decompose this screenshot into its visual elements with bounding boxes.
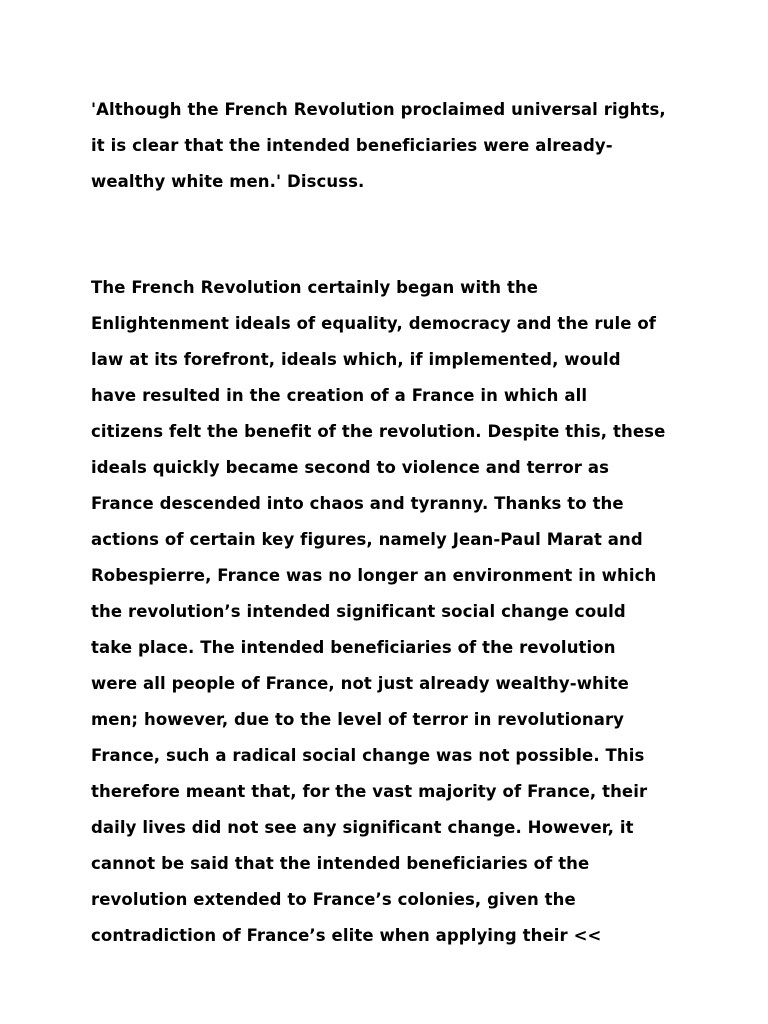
paragraph-line: citizens felt the benefit of the revolution. Despite this, these bbox=[91, 422, 666, 441]
document-text bbox=[91, 92, 711, 954]
paragraph-line: have resulted in the creation of a France in which all bbox=[91, 386, 588, 405]
question-line: it is clear that the intended beneficiaries were already- bbox=[91, 136, 613, 155]
essay-paragraph bbox=[91, 270, 711, 954]
paragraph-line: therefore meant that, for the vast majority of France, their bbox=[91, 782, 648, 801]
paragraph-line: ideals quickly became second to violence and terror as bbox=[91, 458, 609, 477]
paragraph-line: contradiction of France’s elite when applying their << bbox=[91, 926, 602, 945]
question-line: 'Although the French Revolution proclaimed universal rights, bbox=[91, 100, 666, 119]
paragraph-line: France, such a radical social change was not possible. This bbox=[91, 746, 645, 765]
question-line: wealthy white men.' Discuss. bbox=[91, 172, 365, 191]
paragraph-line: daily lives did not see any significant change. However, it bbox=[91, 818, 634, 837]
paragraph-gap bbox=[91, 200, 711, 270]
paragraph-line: men; however, due to the level of terror in revolutionary bbox=[91, 710, 625, 729]
essay-question bbox=[91, 92, 711, 200]
paragraph-line: France descended into chaos and tyranny. Thanks to the bbox=[91, 494, 624, 513]
paragraph-line: law at its forefront, ideals which, if implemented, would bbox=[91, 350, 621, 369]
paragraph-line: revolution extended to France’s colonies, given the bbox=[91, 890, 576, 909]
paragraph-line: cannot be said that the intended beneficiaries of the bbox=[91, 854, 590, 873]
paragraph-line: Robespierre, France was no longer an environment in which bbox=[91, 566, 657, 585]
paragraph-line: the revolution’s intended significant social change could bbox=[91, 602, 626, 621]
paragraph-line: were all people of France, not just already wealthy-white bbox=[91, 674, 629, 693]
paragraph-line: take place. The intended beneficiaries of the revolution bbox=[91, 638, 616, 657]
paragraph-line: The French Revolution certainly began with the bbox=[91, 278, 539, 297]
paragraph-line: Enlightenment ideals of equality, democracy and the rule of bbox=[91, 314, 657, 333]
paragraph-line: actions of certain key figures, namely Jean-Paul Marat and bbox=[91, 530, 643, 549]
